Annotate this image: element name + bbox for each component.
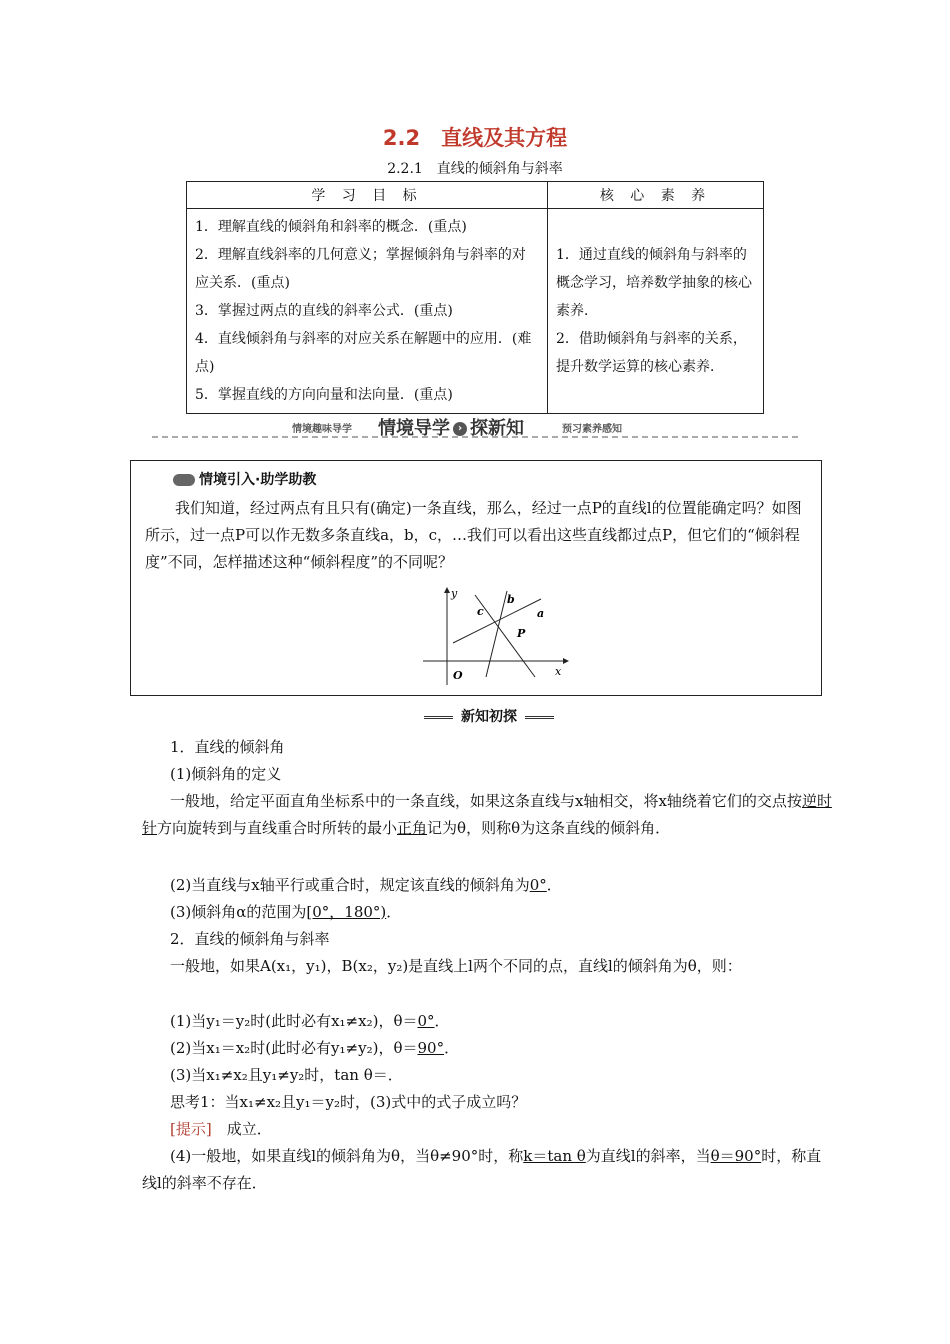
def-text: 方向旋转到与直线重合时所转的最小 (157, 819, 398, 837)
rule-blank: [0°，180°) (306, 903, 387, 921)
goal-item: 1．理解直线的倾斜角和斜率的概念．(重点) (195, 219, 467, 235)
heading-2: 2．直线的倾斜角与斜率 (170, 930, 330, 948)
origin-label: O (453, 669, 463, 682)
page-title: 2.2 直线及其方程 (382, 126, 568, 150)
hint-label: [提示] (170, 1120, 212, 1138)
rule-text: ． (546, 876, 562, 894)
rule-text: ． (386, 903, 402, 921)
heading-1: 1．直线的倾斜角 (170, 738, 285, 756)
arrow-right-icon: › (453, 422, 467, 436)
intro-heading-text: 情境引入·助学助教 (199, 472, 317, 488)
case-4 (142, 1143, 832, 1197)
literacy-item: 2．借助倾斜角与斜率的关系，提升数学运算的核心素养． (556, 331, 747, 375)
def-blank: 正角 (397, 819, 428, 837)
a-label: a (537, 607, 545, 620)
b-label: b (507, 593, 515, 606)
goal-item: 4．直线倾斜角与斜率的对应关系在解题中的应用．(难点) (195, 331, 532, 375)
banner-divider (152, 436, 798, 438)
case-text: 为直线l的斜率，当 (585, 1147, 711, 1165)
definition-paragraph (142, 788, 832, 842)
case-2 (142, 1035, 860, 1062)
case-1 (142, 1008, 860, 1035)
literacy-item: 1．通过直线的倾斜角与斜率的概念学习，培养数学抽象的核心素养． (556, 247, 752, 319)
section-banner (160, 414, 800, 438)
rule-2 (142, 872, 860, 899)
intro-box (130, 460, 822, 696)
case-text: ． (444, 1039, 460, 1057)
goal-item: 3．掌握过两点的直线的斜率公式．(重点) (195, 303, 453, 319)
case-text: 时，称直线l的斜率不存在． (142, 1147, 822, 1192)
case-text: ． (434, 1012, 450, 1030)
page-subtitle: 2.2.1 直线的倾斜角与斜率 (387, 161, 563, 177)
intro-text: 我们知道，经过两点有且只有(确定)一条直线，那么，经过一点P的直线l的位置能确定吗？如图所示，过一点P可以作无数多条直线a，b，c，…我们可以看出这些直线都过点P，但它们的“倾斜程度”不同，怎样描述这种“倾斜程度”的不同呢？ (145, 499, 802, 571)
hand-pointer-icon (173, 474, 195, 486)
rule-text: (2)当直线与x轴平行或重合时，规定该直线的倾斜角为 (170, 876, 530, 894)
lines-figure (423, 585, 573, 695)
line-c (475, 595, 535, 677)
intro-paragraph: 一般地，如果A(x₁，y₁)，B(x₂，y₂)是直线上l两个不同的点，直线l的倾斜角为θ，则： (170, 957, 742, 975)
hint (142, 1116, 860, 1143)
x-axis-arrow-icon (563, 658, 569, 664)
goals-table (186, 181, 764, 414)
def-text: 记为θ，则称θ为这条直线的倾斜角． (427, 819, 671, 837)
case-text: (1)当y₁＝y₂时(此时必有x₁≠x₂)，θ＝ (170, 1012, 418, 1030)
case-blank: k＝tan θ (523, 1147, 586, 1165)
banner-right-caption: 预习素养感知 (562, 424, 622, 435)
rule-blank: 0° (529, 876, 547, 894)
goals-right-cell (548, 209, 764, 414)
def-text: 一般地，给定平面直角坐标系中的一条直线，如果这条直线与x轴相交，将x轴绕着它们的交点按 (170, 792, 802, 810)
case-text: (4)一般地，如果直线l的倾斜角为θ，当θ≠90°时，称 (170, 1147, 524, 1165)
line-a (453, 599, 541, 643)
banner-left-caption: 情境趣味导学 (292, 424, 352, 435)
intro-heading (173, 469, 316, 489)
goal-item: 5．掌握直线的方向向量和法向量．(重点) (195, 387, 453, 403)
rule-3 (142, 899, 860, 926)
goals-left-cell (187, 209, 548, 414)
banner-title-left: 情境导学 (378, 418, 450, 439)
goals-header-right: 核 心 素 养 (548, 182, 764, 209)
goals-header-left: 学 习 目 标 (187, 182, 548, 209)
y-axis-arrow-icon (444, 587, 450, 593)
case-blank: θ＝90° (710, 1147, 762, 1165)
case-text: (2)当x₁＝x₂时(此时必有y₁≠y₂)，θ＝ (170, 1039, 418, 1057)
case-blank: 0° (417, 1012, 435, 1030)
y-label: y (451, 587, 458, 600)
c-label: c (477, 605, 484, 618)
def-blank: 逆时针 (142, 792, 832, 837)
goal-item: 2．理解直线斜率的几何意义；掌握倾斜角与斜率的对应关系．(重点) (195, 247, 526, 291)
p-label: P (517, 627, 526, 640)
rule-text: (3)倾斜角α的范围为 (170, 903, 307, 921)
hint-text: 成立． (226, 1120, 272, 1138)
section-tag (424, 706, 554, 728)
heading-1-1: (1)倾斜角的定义 (170, 765, 282, 783)
think-question: 思考1：当x₁≠x₂且y₁＝y₂时，(3)式中的式子成立吗？ (170, 1093, 527, 1111)
banner-title-right: 探新知 (470, 418, 524, 439)
section-tag-text: 新知初探 (453, 709, 525, 725)
case-3: (3)当x₁≠x₂且y₁≠y₂时，tan θ＝． (170, 1066, 403, 1084)
x-label: x (555, 665, 562, 678)
case-blank: 90° (417, 1039, 445, 1057)
